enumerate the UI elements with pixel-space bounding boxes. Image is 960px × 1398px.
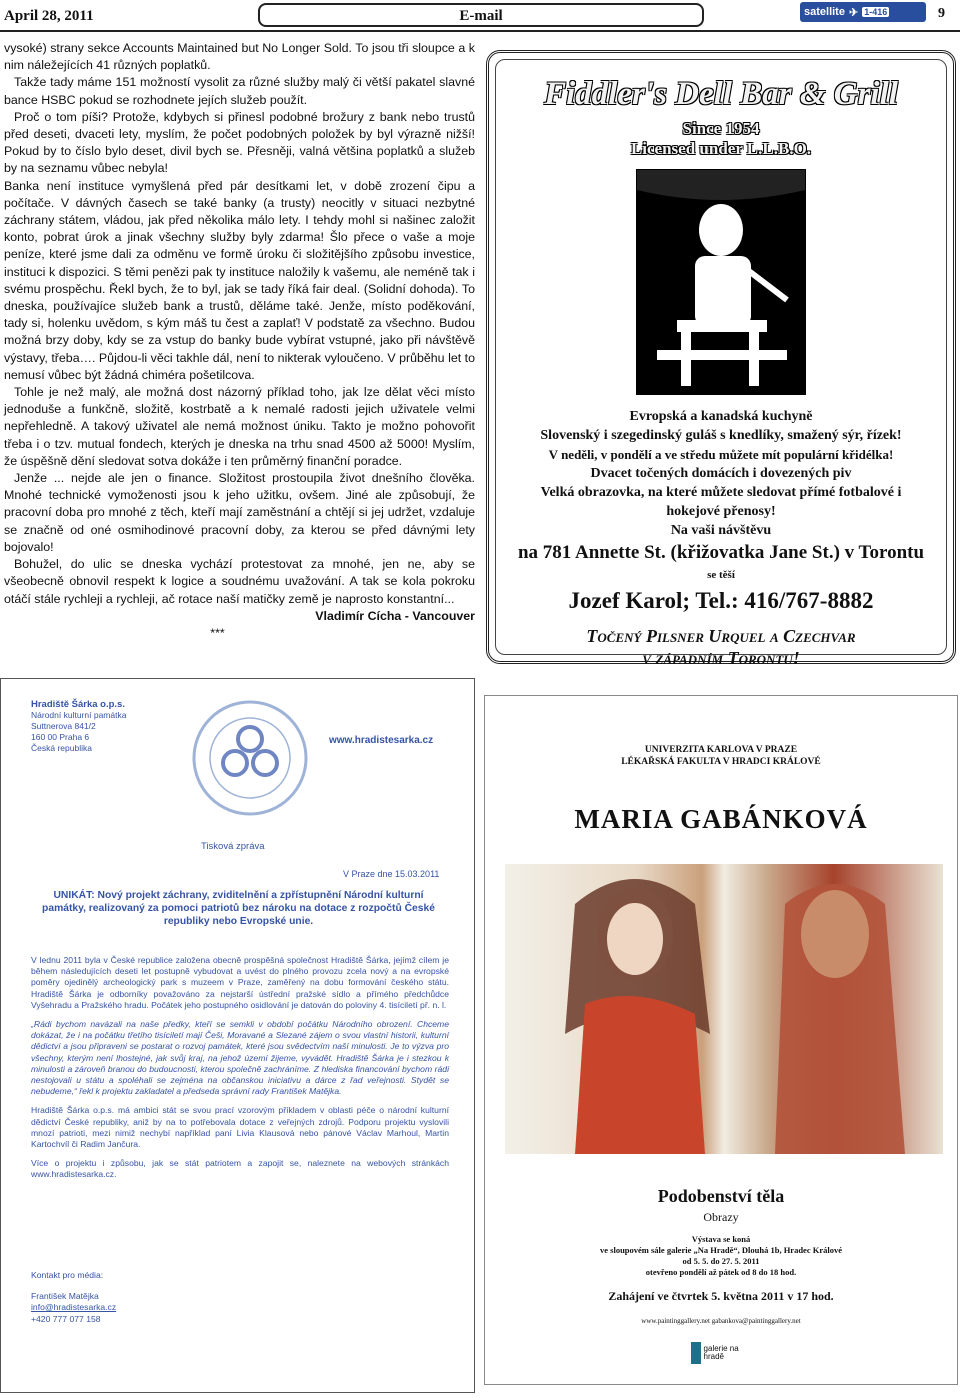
- press-release: [0, 678, 475, 1393]
- university-name: [485, 744, 957, 768]
- ad-pilsner-line: v západním Torontu!: [642, 648, 800, 668]
- org-line: Česká republika: [31, 743, 92, 753]
- gallery-logo: [691, 1336, 743, 1370]
- press-body: [31, 955, 449, 1189]
- section-title: E-mail: [258, 3, 704, 27]
- ad-since: Since 1954: [682, 119, 760, 138]
- ad-line: Velká obrazovka, na které můžete sledovat přímé fotbalové i hokejové přenosy!: [540, 485, 902, 519]
- contact-heading: Kontakt pro média:: [31, 1270, 104, 1280]
- uni-line: LÉKAŘSKÁ FAKULTA V HRADCI KRÁLOVÉ: [621, 757, 821, 767]
- article-paragraph: Jenže ... nejde ale jen o finance. Složitost prostoupila život dnešního člověka. Mnohé technické vymoženosti jsou k jeho užitku, ovšem. Jiné ale způsobují, že pracovní doba pro mnohé z těch, kteří mají zaměstnání a chtějí si jej udržet, vzdaluje se značně od oné osmihodinové pracovní doby, za kterou se před dávnými lety bojovalo!: [4, 471, 475, 554]
- ad-line: Na vaši návštěvu: [670, 523, 772, 538]
- painting-image: [505, 864, 943, 1154]
- press-url: www.hradistesarka.cz: [329, 735, 434, 746]
- contact-phone: +420 777 077 158: [31, 1313, 101, 1324]
- article-paragraph: Proč o tom píši? Protože, kdybych si přinesl podobné brožury z bank nebo trustů před deseti, dvaceti lety, myslím, že počet podobných položek by byl výrazně nižší! Pokud by to číslo bylo deset, divil bych se. Přesněji, valná většina poplatků a služeb by na seznamu vůbec nebyla!: [4, 109, 475, 176]
- issue-date: April 28, 2011: [4, 8, 94, 24]
- info-line: od 5. 5. do 27. 5. 2011: [682, 1256, 760, 1266]
- satellite-icon: ✈: [848, 6, 859, 19]
- press-type: Tisková zpráva: [201, 841, 265, 852]
- ad-line: V neděli, v pondělí a ve středu můžete mít populární křidélka!: [548, 447, 894, 462]
- ad-line: se těší: [707, 569, 735, 581]
- gallery-logo-icon: [691, 1342, 701, 1364]
- ad-details: [496, 407, 946, 617]
- press-contact: [31, 1270, 116, 1325]
- article-paragraph: Tohle je než malý, ale možná dost názorný příklad toho, jak lze dělat věci místo jednoduše a funkčně, složitě, kostrbatě a k nemalé radosti jejich uživatele velmi nepřehledně. A takový uživatel ale nemá možnost úniku. Takto je možno pohovořit třeba i o tzv. mutual fondech, kterých je dneska na trhu snad 4500 až 5000! Myslím, že úspěšně dění sledovat sotva dokáže i ten průměrný finanční poradce.: [4, 385, 475, 468]
- ad-pilsner-line: Točený Pilsner Urquel a Czechvar: [586, 626, 856, 646]
- gallery-logo-text: galerie na hradě: [703, 1344, 739, 1361]
- info-line: ve sloupovém sále galerie „Na Hradě“, Dlouhá 1b, Hradec Králové: [600, 1245, 842, 1255]
- ad-pilsner: [496, 625, 946, 669]
- ad-line: Dvacet točených domácích i dovezených piv: [590, 466, 852, 481]
- hradiste-sarka-logo: [191, 699, 309, 817]
- article-paragraph: Takže tady máme 151 možností vysolit za různé služby malý či větší pakatel slavné bance HSBC pokud se rozhodnete jejích služeb použít.: [4, 75, 475, 107]
- article-paragraph: Banka není instituce vymyšlená před pár desítkami let, v době zrození čipu a počítače. V dávných časech se také banky (a trusty) neocitly v situaci nezbytné záchrany státem, vládou, jak před několika málo lety. I tehdy mohl si našinec založit konto, pobrat úrok a jinak všechny služby byly zdarma! Šlo přece o vaše a moje peníze, které jsme dali za odměnu ve formě úroku či složitějšího způsobu investice, instituci k dispozici. S těmi penězi pak ty instituce naložily k vašemu, ale neméně tak i svému prospěchu. Řekl bych, že to byl, jak se tady říká fair deal. (Solidní dohoda). To dneska, používajíce služeb bank a trustů, děláme také. Jenže, místo poděkování, tady si, holenku uvědom, s kým máš tu čest a zaplať! V podstatě za všechno. Budou možná brzy doby, kdy se za vstup do banky bude vybírat vstupné, jako při návštěvě výstavy, třeba…. Půjdou-li věci takhle dál, není to nikterak vyloučeno. V průběhu let to nemusí vůbec být žádná chiméra pošetilcova.: [4, 178, 475, 382]
- exhibition-opening: Zahájení ve čtvrtek 5. května 2011 v 17 hod.: [608, 1289, 834, 1303]
- exhibition-web: www.paintinggallery.net gabankova@paintinggallery.net: [641, 1317, 801, 1325]
- press-date: V Praze dne 15.03.2011: [343, 869, 440, 879]
- logo-text: satellite: [804, 6, 845, 18]
- ad-frame: [495, 59, 947, 668]
- uni-line: UNIVERZITA KARLOVA V PRAZE: [644, 745, 798, 755]
- org-name: Hradiště Šárka o.p.s.: [31, 699, 125, 710]
- satellite-logo: [800, 2, 926, 22]
- ad-contact: Jozef Karol; Tel.: 416/767-8882: [568, 588, 874, 613]
- press-paragraph: Hradiště Šárka o.p.s. má ambici stát se svou prací vzorovým příkladem v oblasti péče o národní kulturní dědictví České republiky, aniž by na to potřebovala dotace z veřejných zdrojů. Podporu projektu vyslovili mnozí patrioti, mezi nimiž nechybí například paní Livia Klausová nebo pánové Václav Marhoul, Martin Kartochvíl či Radim Jančura.: [31, 1105, 449, 1150]
- exhibition-poster: [484, 695, 958, 1385]
- ad-title: Fiddler's Dell Bar & Grill: [544, 76, 898, 112]
- exhibition-subtitle: Obrazy: [703, 1210, 739, 1224]
- exhibition-title: Podobenství těla: [657, 1186, 785, 1206]
- section-separator: ***: [210, 625, 225, 640]
- fiddler-illustration: [636, 169, 806, 395]
- press-org-address: [31, 699, 126, 754]
- info-line: Výstava se koná: [691, 1234, 751, 1244]
- ad-licensed: Licensed under L.L.B.O.: [630, 139, 812, 158]
- org-line: Suttnerova 841/2: [31, 721, 96, 731]
- ad-line: Slovenský i szegedinský guláš s knedlíky, smažený sýr, řízek!: [540, 428, 902, 443]
- logo-tag: 1-416: [864, 7, 888, 17]
- ad-line: Evropská a kanadská kuchyně: [629, 409, 813, 424]
- contact-email: info@hradistesarka.cz: [31, 1302, 117, 1313]
- article-column: [4, 40, 475, 642]
- exhibition-info: [485, 1234, 957, 1278]
- press-paragraph: Více o projektu i způsobu, jak se stát patriotem a zapojit se, naleznete na webových stránkách www.hradistesarka.cz.: [31, 1158, 449, 1180]
- press-quote: „Rádi bychom navázali na naše předky, kteří se semkli v období počátku Národního obrození. Chceme dokázat, že i na počátku třetího tisíciletí mají Češi, Moravané a Slezané zájem o svou vlastní historii, kulturní dědictví a jsou připraveni se postarat o rozvoj památek, které jsou svědectvím naší minulosti. Je to výzva pro všechny, kterým není lhostejné, jak svůj kraj, na jehož území žijeme, vyvádět. Hradiště Šárka je i stezkou k minulosti a zároveň branou do budoucnosti, kterou společně zachráníme. Z hlediska financování bychom rádi nestojovali u státu a spoléhali se zejména na občanskou iniciativu a dárce z řad veřejnosti. Stydět se nebudeme,“ řekl k projektu zakladatel a předseda správní rady František Matějka.: [31, 1019, 449, 1097]
- contact-name: František Matějka: [31, 1290, 99, 1301]
- artist-name: MARIA GABÁNKOVÁ: [574, 804, 868, 834]
- article-paragraph: vysoké) strany sekce Accounts Maintained but No Longer Sold. To jsou tři sloupce a k nim náležejících 41 různých poplatků.: [4, 41, 475, 73]
- press-paragraph: V lednu 2011 byla v České republice založena obecně prospěšná společnost Hradiště Šárka, jejímž cílem je během následujících deseti let postupně vybudovat a uvést do plného provozu zcela nový a na evropské poměry ojedinělý archeologický park s muzeem v Praze, zaměřený na dobu formování českého státu. Hradiště Šárka je odborníky považováno za nejstarší ústřední pražské sídlo a přímého předchůdce Vyšehradu a Pražského hradu. Počátek jeho postupného osidlování je datován do poloviny 4. tisíciletí př. n. l.: [31, 955, 449, 1010]
- page-number: 9: [938, 6, 945, 21]
- info-line: otevřeno pondělí až pátek od 8 do 18 hod.: [645, 1267, 797, 1277]
- org-line: 160 00 Praha 6: [31, 732, 90, 742]
- header-divider: [0, 30, 960, 32]
- article-paragraph: Bohužel, do ulic se dneska vychází protestovat za mnohé, jen ne, aby se všeobecně obnovil respekt k logice a soudnému uvažování. A tak se kola pokroku otáčí stále rychleji a rychleji, ač rotace naší matičky země je naprosto konstantní...: [4, 557, 475, 606]
- ad-address: na 781 Annette St. (křižovatka Jane St.) v Torontu: [517, 542, 925, 563]
- restaurant-ad: [486, 50, 956, 668]
- press-headline: UNIKÁT: Nový projekt záchrany, zviditelnění a zpřístupnění Národní kulturní památky, realizovaný za pomoci patriotů bez nároku na dotace z rozpočtů České republiky nebo Evropské unie.: [42, 890, 435, 927]
- org-line: Národní kulturní památka: [31, 710, 127, 720]
- article-signature: Vladimír Cícha - Vancouver: [315, 608, 475, 623]
